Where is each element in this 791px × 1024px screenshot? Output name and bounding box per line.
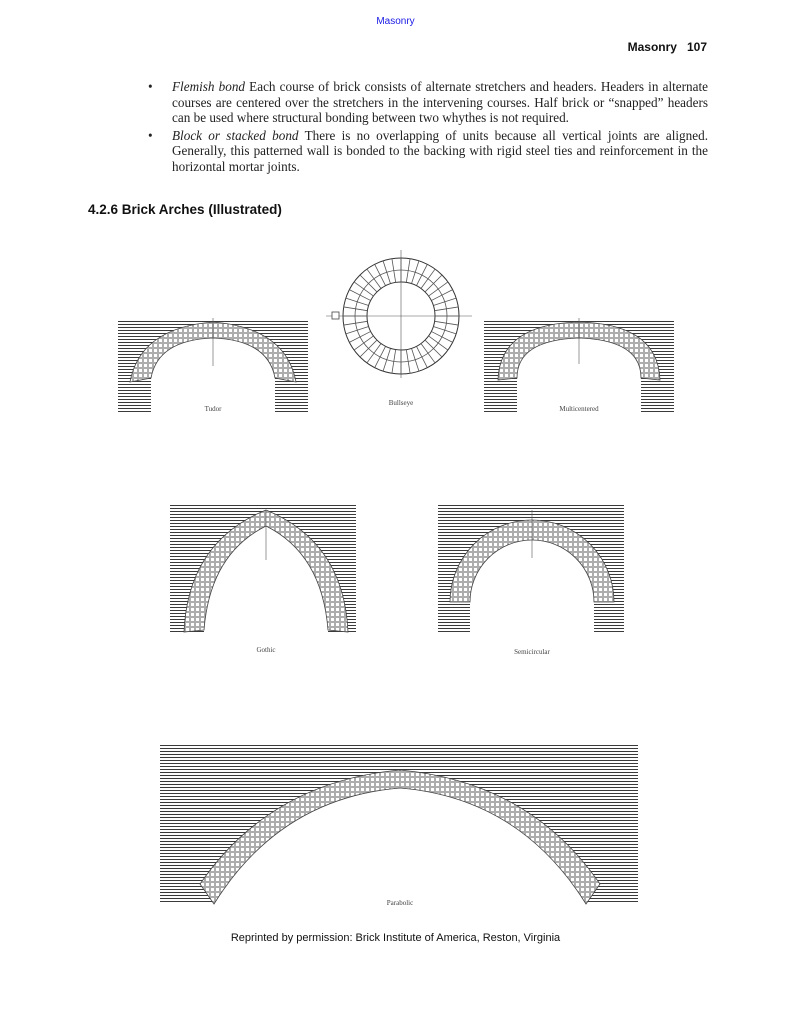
chapter-link[interactable]: Masonry [376, 16, 415, 27]
bullet-term: Flemish bond [172, 79, 246, 94]
running-head [628, 40, 707, 54]
multicentered-label: Multicentered [559, 405, 599, 413]
gothic-arch-figure [170, 502, 360, 660]
bullet-icon: • [148, 127, 153, 143]
running-title: Masonry [627, 40, 677, 54]
bullet-icon: • [148, 79, 153, 94]
tudor-arch-figure [118, 318, 308, 418]
page-number: 107 [686, 40, 707, 54]
gothic-label: Gothic [256, 646, 276, 654]
list-item [148, 128, 708, 175]
bullseye-label: Bullseye [388, 399, 414, 407]
bullet-term: Block or stacked bond [172, 127, 299, 143]
bullet-text: Each course of brick consists of alternate stretchers and headers. Headers in alternate courses are centered over the stretchers in the intervening courses. Half brick or “snapped” headers can be used where structural bonding between two whythes is not required. [172, 79, 708, 125]
figure-credit: Reprinted by permission: Brick Institute of America, Reston, Virginia [230, 932, 561, 944]
bond-type-list [148, 79, 708, 176]
wall-coursing [160, 744, 638, 904]
parabolic-arch-figure [160, 742, 640, 914]
tudor-label: Tudor [204, 405, 222, 413]
semicircular-arch-figure [438, 502, 628, 660]
multicentered-arch-figure [484, 318, 674, 418]
semicircular-label: Semicircular [514, 648, 550, 656]
bullseye-arch-figure [324, 250, 474, 420]
bullet-text: There is no overlapping of units because all vertical joints are aligned. Generally, this patterned wall is bonded to the backing with rigid steel ties and reinforcement in the horizontal mortar joints. [172, 127, 708, 174]
parabolic-label: Parabolic [386, 899, 414, 907]
list-item [148, 79, 708, 126]
section-heading: 4.2.6 Brick Arches (Illustrated) [88, 202, 282, 217]
